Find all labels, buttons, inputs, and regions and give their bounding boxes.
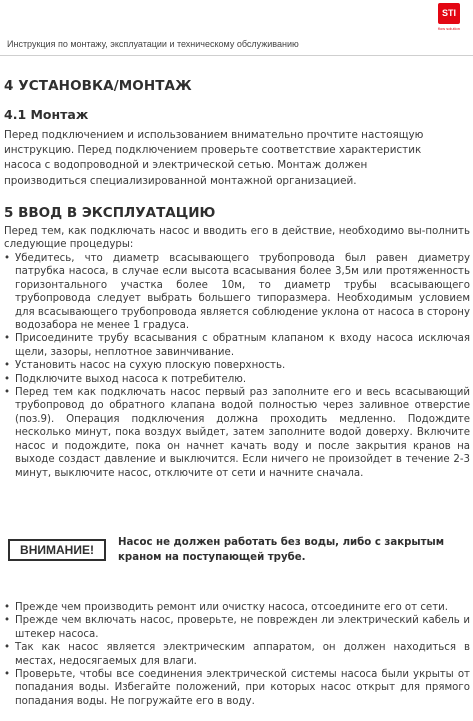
section-5-intro: Перед тем, как подключать насос и вводить его в действие, необходимо вы-полнить следующие процедуры: [4,226,470,251]
list-item: • Прежде чем включать насос, проверьте, не поврежден ли электрический кабель и штекер насоса. [4,614,470,641]
section-5-heading: 5 ВВОД В ЭКСПЛУАТАЦИЮ [4,205,216,221]
list-item: • Прежде чем производить ремонт или очистку насоса, отсоедините его от сети. [4,601,470,614]
warning-text: Насос не должен работать без воды, либо с закрытым краном на поступающей трубе. [118,537,445,563]
brand-logo [429,3,469,37]
list-item: • Так как насос является электрическим аппаратом, он должен находиться в местах, недосягаемых для влаги. [4,641,470,668]
procedure-list [4,252,470,480]
list-item: • Установить насос на сухую плоскую поверхность. [4,359,470,372]
safety-list [4,601,470,708]
list-item: • Подключите выход насоса к потребителю. [4,373,470,386]
logo-mark: STI [438,3,460,24]
list-item: • Проверьте, чтобы все соединения электрической системы насоса были укрыты от попадания воды. Избегайте положений, при которых насос открыт для прямого попадания воды. Не погружайте его в воду. [4,668,470,708]
page-header [0,0,473,58]
header-divider [0,55,473,56]
section-4-1-paragraph [4,128,466,189]
section-4-heading: 4 УСТАНОВКА/МОНТАЖ [4,78,192,94]
paragraph-line: производиться специализированной монтажной организацией. [4,174,357,187]
paragraph-line: инструкцию. Перед подключением проверьте соответствие характеристик [4,144,422,157]
paragraph-line: Перед подключением и использованием внимательно прочтите настоящую [4,129,424,141]
list-item: • Убедитесь, что диаметр всасывающего трубопровода был равен диаметру патрубка насоса, в случае если высота всасывания более 3,5м или протяженность горизонтального участка более 10м, то диаметр трубы всасывающего трубопровода следует выбрать большего типоразмера. Необходимым условием для всасывающего трубопровода является соблюдение уклона от насоса в сторону водозабора не менее 1 градуса. [4,252,470,332]
header-title: Инструкция по монтажу, эксплуатации и техническому обслуживанию [7,39,299,49]
list-item: • Перед тем как подключать насос первый раз заполните его и весь всасывающий трубопровод до обратного клапана водой полностью через заливное отверстие (поз.9). Операция подключения должна проходить медленно. Подождите несколько минут, пока воздух выйдет, затем заполните водой доверху. Включите насос и подождите, пока он начнет качать воду и после закрытия кранов на выходе создаст давление и выключится. Если ничего не произойдет в течение 2-3 минут, выключите насос, отключите от сети и начните сначала. [4,386,470,480]
paragraph-line: насоса с водопроводной и электрической сетью. Монтаж должен [4,159,368,172]
warning-label: ВНИМАНИЕ! [8,539,106,561]
list-item: • Присоедините трубу всасывания с обратным клапаном к входу насоса исключая щели, зазоры, неплотное завинчивание. [4,332,470,359]
logo-tagline: flow solution [437,26,460,31]
section-4-1-heading: 4.1 Монтаж [4,107,89,122]
